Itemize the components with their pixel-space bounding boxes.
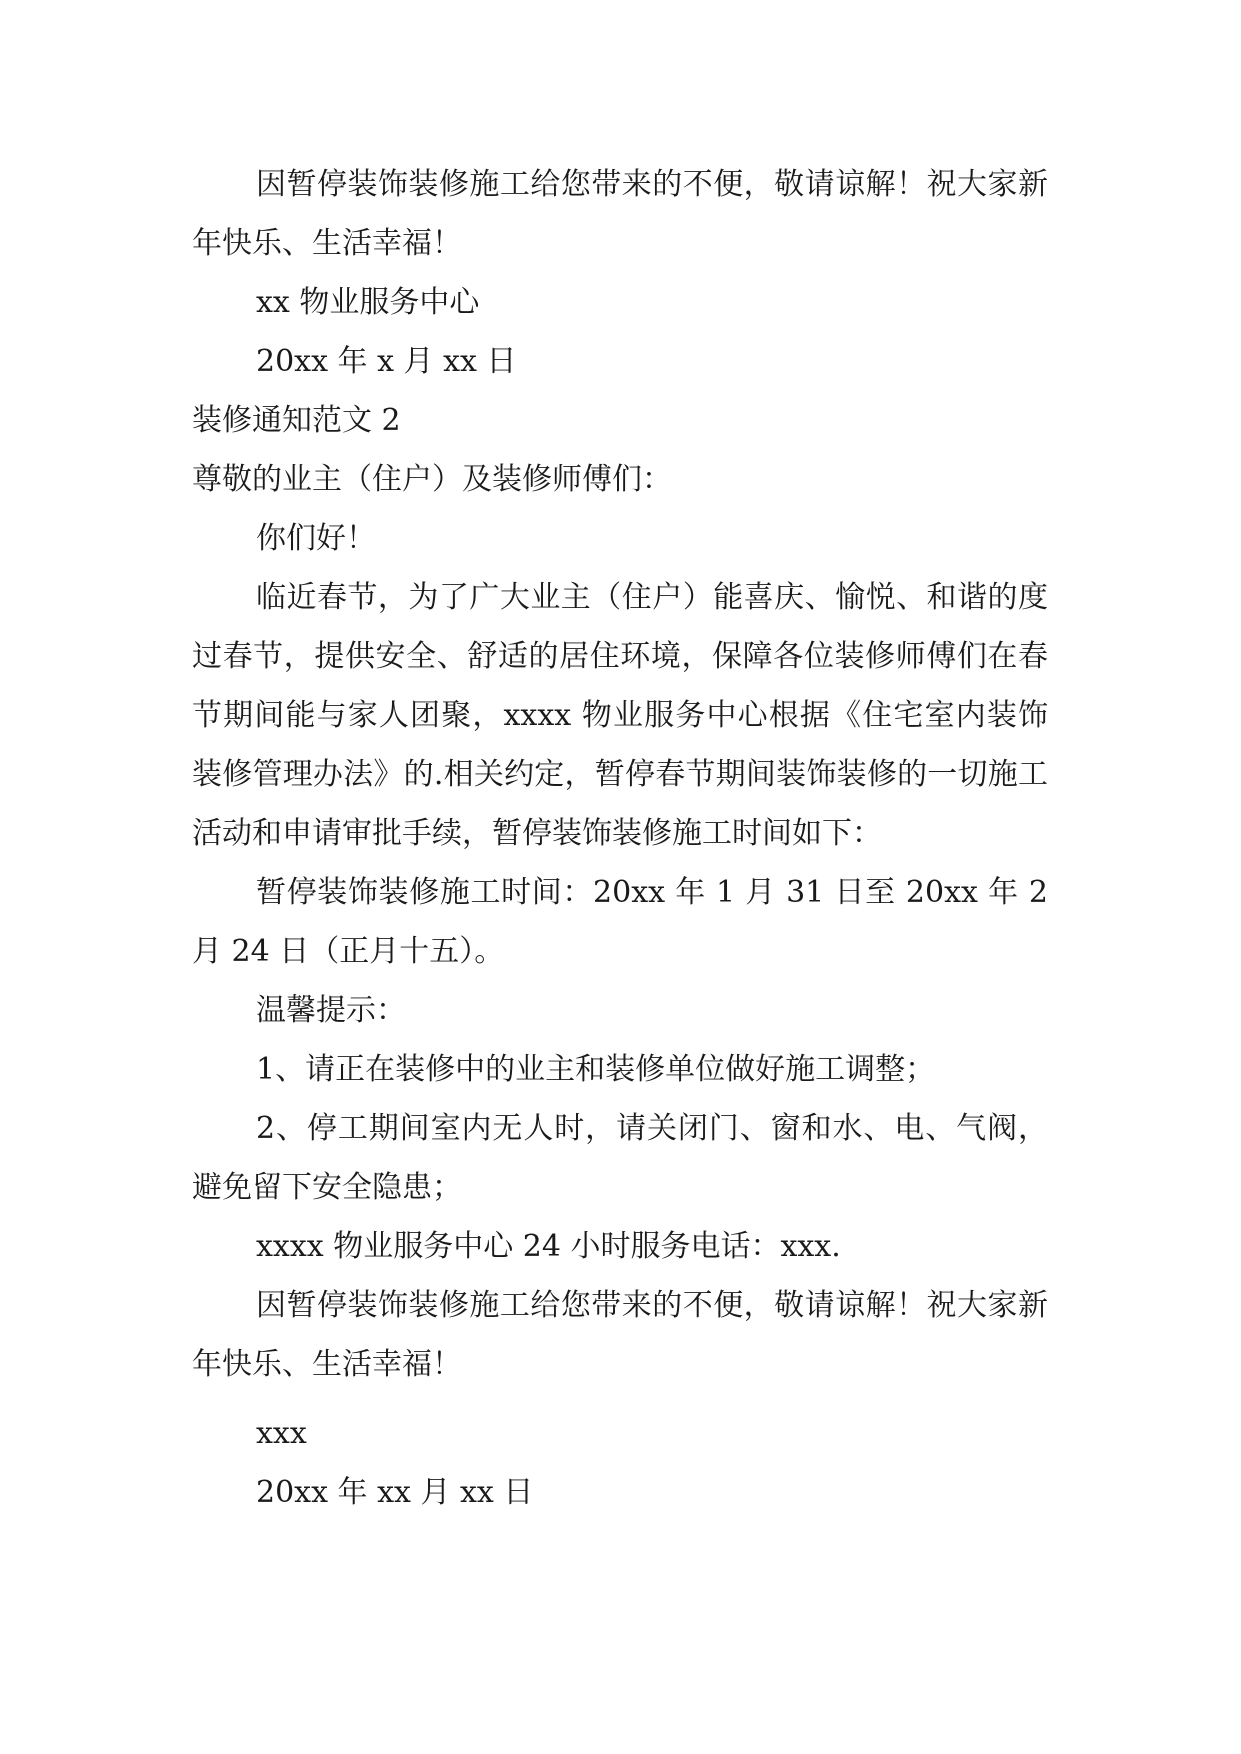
greeting: 你们好！	[256, 521, 376, 556]
service-phone-line: xxxx 物业服务中心 24 小时服务电话：xxx.	[256, 1229, 841, 1264]
closing-apology-paragraph-1: 因暂停装饰装修施工给您带来的不便，敬请谅解！祝大家新年快乐、生活幸福！	[192, 167, 1048, 261]
tip-item-2: 2、停工期间室内无人时，请关闭门、窗和水、电、气阀，避免留下安全隐患；	[192, 1111, 1048, 1205]
section-title: 装修通知范文 2	[192, 403, 401, 438]
document-page	[192, 155, 1048, 1522]
closing-apology-paragraph-2: 因暂停装饰装修施工给您带来的不便，敬请谅解！祝大家新年快乐、生活幸福！	[192, 1288, 1048, 1382]
suspension-period-paragraph: 暂停装饰装修施工时间：20xx 年 1 月 31 日至 20xx 年 2 月 24 日（正月十五）。	[192, 875, 1048, 969]
signature-date-2: 20xx 年 xx 月 xx 日	[256, 1475, 534, 1510]
tips-heading: 温馨提示：	[256, 993, 406, 1028]
body-paragraph-main: 临近春节，为了广大业主（住户）能喜庆、愉悦、和谐的度过春节，提供安全、舒适的居住环境，保障各位装修师傅们在春节期间能与家人团聚，xxxx 物业服务中心根据《住宅室内装饰装修管理办法》的.相关约定，暂停春节期间装饰装修的一切施工活动和申请审批手续，暂停装饰装修施工时间如下：	[192, 580, 1048, 851]
salutation: 尊敬的业主（住户）及装修师傅们：	[192, 462, 672, 497]
signature-org-1: xx 物业服务中心	[256, 285, 480, 320]
tip-item-1: 1、请正在装修中的业主和装修单位做好施工调整；	[256, 1052, 936, 1087]
signature-org-2: xxx	[256, 1416, 307, 1451]
signature-date-1: 20xx 年 x 月 xx 日	[256, 344, 517, 379]
